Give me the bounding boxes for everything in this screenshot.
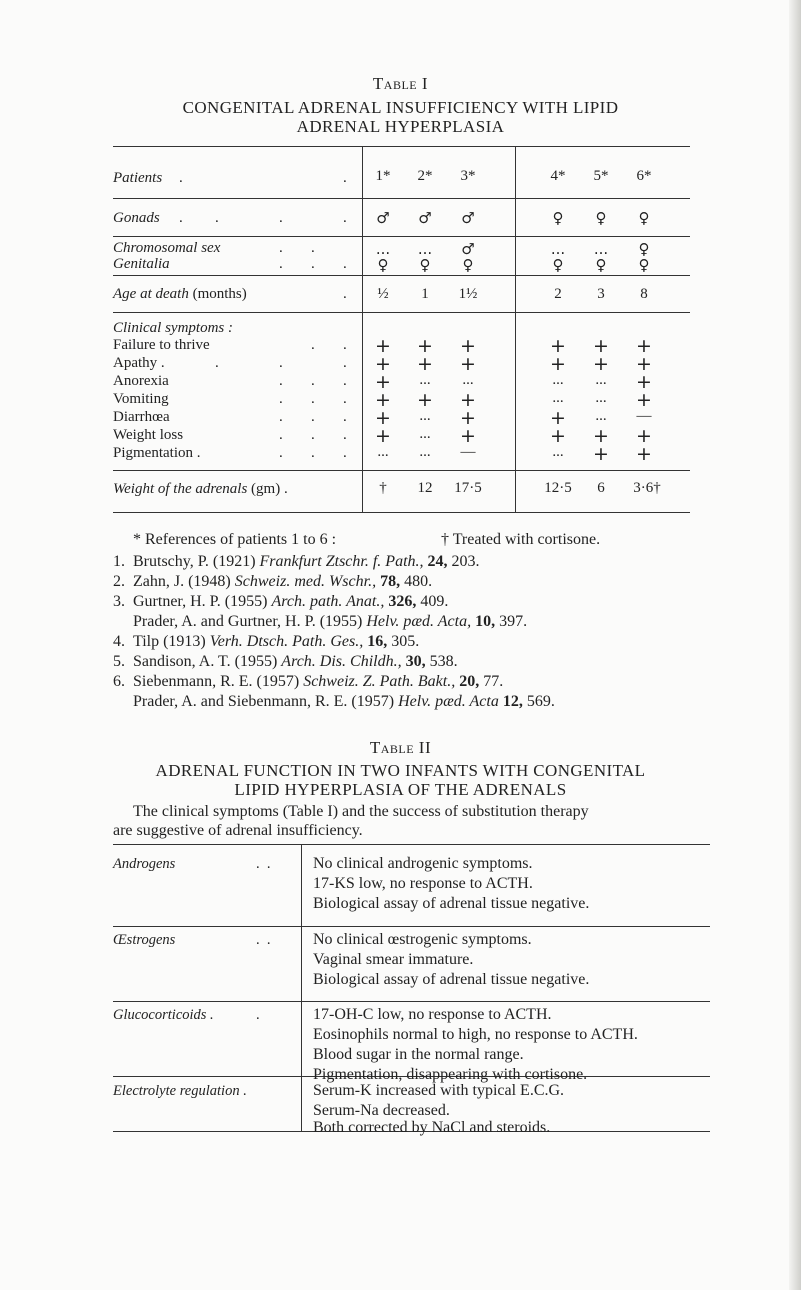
table1-rule [113, 470, 690, 471]
row-line: 17-OH-C low, no response to ACTH. [313, 1006, 552, 1023]
age-value: 1 [421, 286, 429, 302]
genitalia-symbol: ♀ [419, 256, 431, 274]
symptom-value: + [636, 443, 652, 465]
row-line: Serum-Na decreased. [313, 1102, 450, 1119]
reference-item: 3. Gurtner, H. P. (1955) Arch. path. Anat., 326, 409. [113, 593, 449, 610]
reference-item: Prader, A. and Siebenmann, R. E. (1957) Helv. pæd. Acta 12, 569. [133, 693, 555, 710]
symptom-value: + [375, 425, 391, 447]
symptom-value: ... [419, 372, 431, 388]
reference-item: 4. Tilp (1913) Verh. Dtsch. Path. Ges., 16, 305. [113, 633, 420, 650]
symptom-label: Apathy . [113, 355, 165, 371]
reference-item: 5. Sandison, A. T. (1955) Arch. Dis. Childh., 30, 538. [113, 653, 458, 670]
treated-note: † Treated with cortisone. [441, 531, 601, 548]
gonads-label: Gonads . . . . [113, 210, 347, 226]
table1-top-rule [113, 146, 690, 147]
patient-number: 6* [636, 168, 652, 184]
adrenal-weight-value: 12·5 [544, 480, 572, 496]
symptom-value: + [636, 371, 652, 393]
symptom-value: ... [595, 408, 607, 424]
table2-top-rule [113, 844, 710, 845]
symptom-label: Failure to thrive [113, 337, 210, 353]
age-value: ½ [377, 286, 389, 302]
symptom-value: + [593, 425, 609, 447]
table2-title-line2: LIPID HYPERPLASIA OF THE ADRENALS [234, 780, 567, 799]
chromosomal-value: ... [417, 240, 433, 258]
row-line: No clinical androgenic symptoms. [313, 855, 533, 872]
table2-rule [113, 1001, 710, 1002]
symptom-label: Pigmentation . [113, 445, 201, 461]
adrenal-weight-value: † [379, 480, 387, 496]
adrenal-weight-value: 17·5 [454, 480, 482, 496]
table2-intro-line1: The clinical symptoms (Table I) and the success of substitution therapy [133, 803, 589, 820]
row-label: Electrolyte regulation . [113, 1083, 247, 1099]
table1-title-line1: CONGENITAL ADRENAL INSUFFICIENCY WITH LIPID [182, 98, 619, 117]
symptom-value: + [636, 335, 652, 357]
table2-label: Table II [369, 738, 432, 757]
symptom-value: ... [552, 390, 564, 406]
symptom-value: + [375, 407, 391, 429]
age-value: 3 [597, 286, 605, 302]
symptom-value: + [550, 353, 566, 375]
symptom-value: + [636, 389, 652, 411]
row-line: 17-KS low, no response to ACTH. [313, 875, 533, 892]
symptom-value: ... [595, 372, 607, 388]
table1-rule [113, 198, 690, 199]
table2-intro-line2: are suggestive of adrenal insufficiency. [113, 822, 363, 839]
patient-number: 1* [375, 168, 391, 184]
gonad-symbol: ♂ [461, 209, 475, 227]
genitalia-label: Genitalia . . . [113, 256, 347, 272]
age-value: 8 [640, 286, 648, 302]
gonad-symbol: ♀ [638, 209, 650, 227]
clinical-symptoms-label: Clinical symptoms : [113, 320, 233, 336]
reference-item: 1. Brutschy, P. (1921) Frankfurt Ztschr. f. Path., 24, 203. [113, 553, 480, 570]
patient-number: 5* [593, 168, 609, 184]
symptom-value: + [550, 407, 566, 429]
symptom-value: + [593, 335, 609, 357]
patient-number: 4* [550, 168, 566, 184]
references-heading: * References of patients 1 to 6 : [133, 531, 337, 548]
symptom-value: + [460, 407, 476, 429]
table1-divider-2 [515, 146, 516, 512]
table1-rule [113, 312, 690, 313]
page-edge-shadow [789, 0, 801, 1290]
symptom-value: + [460, 335, 476, 357]
row-line: Both corrected by NaCl and steroids. [313, 1119, 551, 1136]
table1-rule [113, 275, 690, 276]
table2-rule [113, 926, 710, 927]
table1-label: Table I [372, 74, 429, 93]
chromosomal-value: ♂ [461, 240, 475, 258]
symptom-value: + [550, 425, 566, 447]
reference-item: 2. Zahn, J. (1948) Schweiz. med. Wschr., 78, 480. [113, 573, 433, 590]
adrenal-weight-value: 12 [417, 480, 433, 496]
genitalia-symbol: ♀ [638, 256, 650, 274]
patient-number: 2* [417, 168, 433, 184]
symptom-value: + [593, 443, 609, 465]
row-line: Biological assay of adrenal tissue negative. [313, 971, 590, 988]
symptom-label: Weight loss [113, 427, 184, 443]
symptom-value: + [636, 425, 652, 447]
genitalia-symbol: ♀ [462, 256, 474, 274]
symptom-value: ... [462, 372, 474, 388]
symptom-value: ... [552, 444, 564, 460]
row-line: Serum-K increased with typical E.C.G. [313, 1082, 565, 1099]
patient-number: 3* [460, 168, 476, 184]
chromosomal-value: ... [593, 240, 609, 258]
reference-item: Prader, A. and Gurtner, H. P. (1955) Helv. pæd. Acta, 10, 397. [133, 613, 528, 630]
symptom-value: + [636, 353, 652, 375]
symptom-value: — [460, 444, 476, 460]
table1-bottom-rule [113, 512, 690, 513]
gonad-symbol: ♂ [376, 209, 390, 227]
chromosomal-value: ♀ [638, 240, 650, 258]
age-at-death-label: Age at death (months) . [113, 286, 347, 302]
chromosomal-value: ... [550, 240, 566, 258]
row-label: Androgens [113, 856, 176, 872]
row-line: Biological assay of adrenal tissue negative. [313, 895, 590, 912]
age-value: 1½ [458, 286, 478, 302]
symptom-value: + [593, 353, 609, 375]
row-line: Blood sugar in the normal range. [313, 1046, 524, 1063]
symptom-value: + [460, 389, 476, 411]
symptom-value: ... [419, 408, 431, 424]
symptom-value: + [550, 335, 566, 357]
gonad-symbol: ♂ [418, 209, 432, 227]
symptom-value: ... [419, 444, 431, 460]
symptom-value: ... [552, 372, 564, 388]
symptom-value: + [375, 335, 391, 357]
symptom-value: — [636, 408, 652, 424]
genitalia-symbol: ♀ [595, 256, 607, 274]
symptom-value: + [417, 335, 433, 357]
gonad-symbol: ♀ [552, 209, 564, 227]
symptom-value: + [375, 389, 391, 411]
symptom-value: + [460, 353, 476, 375]
table2-divider [301, 844, 302, 1131]
adrenal-weight-label: Weight of the adrenals (gm) . [113, 481, 288, 497]
genitalia-symbol: ♀ [377, 256, 389, 274]
symptom-value: + [375, 353, 391, 375]
row-label: Glucocorticoids . [113, 1007, 214, 1023]
row-line: Vaginal smear immature. [313, 951, 474, 968]
table2-title-line1: ADRENAL FUNCTION IN TWO INFANTS WITH CONGENITAL [155, 761, 646, 780]
table1-title-line2: ADRENAL HYPERPLASIA [296, 117, 505, 136]
adrenal-weight-value: 6 [597, 480, 605, 496]
symptom-value: ... [595, 390, 607, 406]
age-value: 2 [554, 286, 562, 302]
chromosomal-value: ... [375, 240, 391, 258]
row-line: No clinical œstrogenic symptoms. [313, 931, 532, 948]
adrenal-weight-value: 3·6† [633, 480, 661, 496]
table1-rule [113, 236, 690, 237]
row-line: Eosinophils normal to high, no response to ACTH. [313, 1026, 638, 1043]
symptom-value: + [460, 425, 476, 447]
symptom-value: + [417, 353, 433, 375]
symptom-value: ... [419, 426, 431, 442]
symptom-label: Vomiting [113, 391, 169, 407]
row-label: Œstrogens [113, 932, 176, 948]
symptom-value: + [417, 389, 433, 411]
patients-label: Patients . . [113, 170, 347, 186]
reference-item: 6. Siebenmann, R. E. (1957) Schweiz. Z. Path. Bakt., 20, 77. [113, 673, 504, 690]
symptom-value: ... [377, 444, 389, 460]
gonad-symbol: ♀ [595, 209, 607, 227]
chromosomal-sex-label: Chromosomal sex . . [113, 240, 315, 256]
genitalia-symbol: ♀ [552, 256, 564, 274]
row-line: Pigmentation, disappearing with cortisone. [313, 1066, 588, 1083]
symptom-value: + [375, 371, 391, 393]
symptom-label: Anorexia [113, 373, 169, 389]
symptom-label: Diarrhœa [113, 409, 170, 425]
